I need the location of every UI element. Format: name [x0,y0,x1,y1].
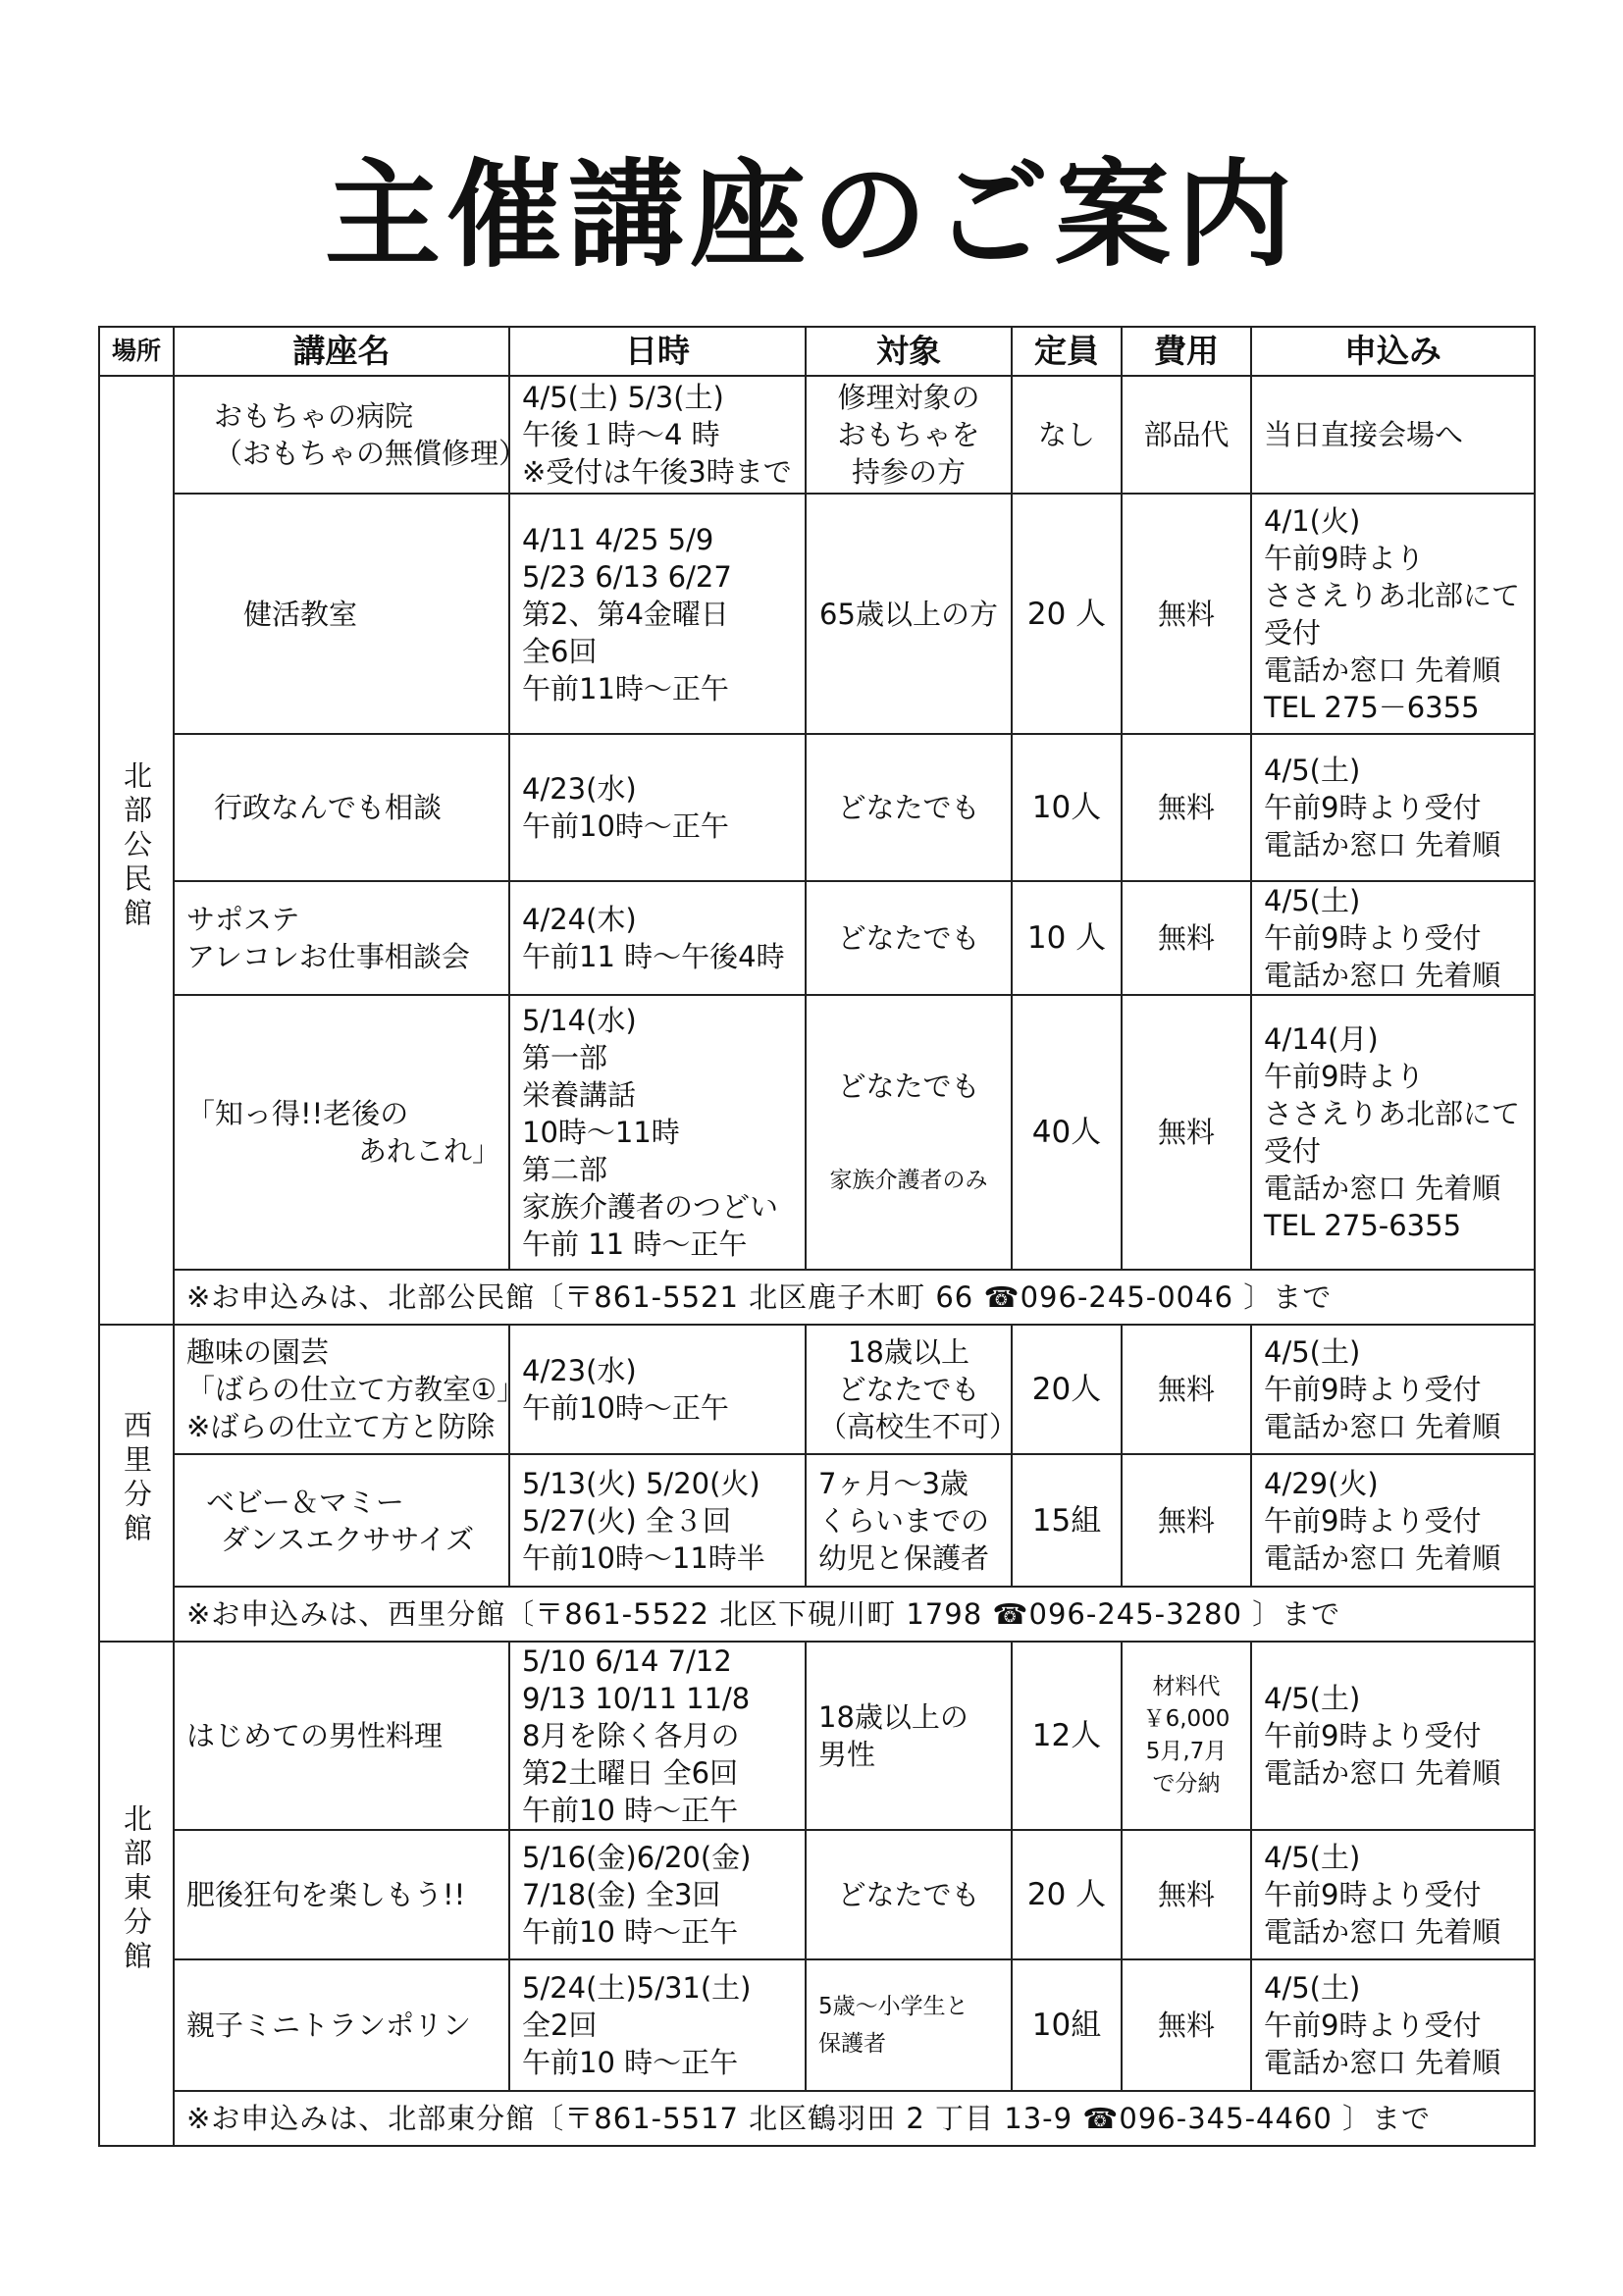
text-line: 電話か窓口 先着順 [1264,1915,1501,1949]
course-capacity: 10 人 [1012,881,1122,995]
note-nishizato: ※お申込みは、西里分館〔〒861-5522 北区下硯川町 1798 ☎096-245-3280 〕まで [174,1587,1535,1642]
course-fee: 無料 [1122,1325,1251,1454]
text-line: 電話か窓口 先着順 [1264,1756,1501,1790]
text-line: （おもちゃの無償修理） [214,437,528,470]
course-name [174,734,509,881]
course-name-line: あれこれ」 [358,1134,501,1168]
course-name [174,881,509,995]
course-capacity: なし [1012,376,1122,494]
text-line: 行政なんでも相談 [214,791,443,824]
text-line: 5/24(土)5/31(土) [522,1971,752,2005]
course-capacity: 10組 [1012,1959,1122,2091]
text-line: 18歳以上 [848,1335,969,1369]
venue-hokubu: 北部公民館 [99,376,174,1325]
course-name-line: 「知っ得!!老後の [186,1097,409,1130]
text-line: 第2、第4金曜日 [522,597,729,631]
header-capacity: 定員 [1012,327,1122,376]
text-line: どなたでも [837,1878,980,1911]
text-line: ささえりあ北部にて [1264,578,1521,612]
text-line: おもちゃの病院 [214,399,414,433]
text-line: 5/13(火) 5/20(火) [522,1466,760,1500]
text-line: 健活教室 [243,597,358,631]
text-line: ※受付は午後3時まで [522,455,792,489]
course-datetime [509,995,806,1270]
course-apply [1251,1454,1535,1587]
course-target [806,881,1012,995]
course-apply [1251,376,1535,494]
table-row [99,494,1535,734]
text-line: 午前9時より [1264,1060,1425,1093]
course-datetime [509,734,806,881]
text-line: 午前10 時～正午 [522,1794,739,1827]
table-row [99,995,1535,1270]
text-line: 午前9時より受付 [1264,791,1482,824]
header-target: 対象 [806,327,1012,376]
text-line: 4/5(土) [1264,1971,1361,2005]
course-target [806,995,1012,1270]
text-line: 電話か窓口 先着順 [1264,1172,1501,1205]
text-line: どなたでも [837,921,980,955]
target-line: どなたでも [837,1070,980,1103]
text-line: 電話か窓口 先着順 [1264,959,1501,992]
text-line: （高校生不可） [818,1410,1019,1443]
table-row [99,734,1535,881]
course-name [174,494,509,734]
text-line: 4/14(月) [1264,1022,1379,1056]
text-line: 第一部 [522,1041,608,1074]
text-line: 4/5(土) [1264,1682,1361,1715]
text-line: 受付 [1264,615,1322,650]
text-line: 午前10 時～正午 [522,1915,739,1949]
course-apply [1251,1642,1535,1830]
text-line: 午後１時～4 時 [522,418,720,451]
course-fee: 無料 [1122,995,1251,1270]
course-capacity: 20 人 [1012,1830,1122,1959]
course-name [174,1830,509,1959]
text-line: 午前9時より受付 [1264,1719,1482,1752]
text-line: 電話か窓口 先着順 [1264,828,1501,861]
text-line: 第2土曜日 全6回 [522,1756,739,1790]
course-capacity: 10人 [1012,734,1122,881]
text-line: サポステ [186,903,300,936]
text-line: 電話か窓口 先着順 [1264,1540,1501,1575]
course-name-line: ベビー＆マミー [206,1485,404,1519]
text-line: 午前 11 時～正午 [522,1227,748,1261]
text-line: 親子ミニトランポリン [186,2009,472,2042]
course-datetime [509,1325,806,1454]
text-line: 4/1(火) [1264,503,1361,538]
venue-nishizato: 西里分館 [99,1325,174,1642]
header-place: 場所 [99,327,174,376]
text-line: 午前10時～11時半 [522,1540,765,1575]
text-line: 10時～11時 [522,1116,680,1149]
text-line: 5月,7月 [1145,1739,1228,1764]
course-apply [1251,881,1535,995]
course-apply [1251,1325,1535,1454]
course-fee [1122,1642,1251,1830]
table-row [99,1454,1535,1587]
text-line: 午前11 時～午後4時 [522,940,785,973]
course-target [806,1642,1012,1830]
course-capacity: 12人 [1012,1642,1122,1830]
text-line: 4/5(土) 5/3(土) [522,381,724,414]
text-line: 午前9時より受付 [1264,1503,1482,1538]
course-datetime [509,1642,806,1830]
course-apply [1251,734,1535,881]
header-fee: 費用 [1122,327,1251,376]
text-line: 午前11時～正午 [522,671,729,705]
text-line: 午前10時～正午 [522,809,729,843]
course-datetime [509,1959,806,2091]
table-header-row [99,327,1535,376]
header-apply: 申込み [1251,327,1535,376]
course-fee: 部品代 [1122,376,1251,494]
course-datetime [509,1454,806,1587]
course-apply [1251,995,1535,1270]
text-line: 持参の方 [851,455,966,489]
text-line: 午前9時より受付 [1264,921,1482,955]
text-line: 修理対象の [837,381,980,414]
note-hokubu: ※お申込みは、北部公民館〔〒861-5521 北区鹿子木町 66 ☎096-245-0046 〕まで [174,1270,1535,1325]
text-line: 4/23(水) [522,772,637,806]
table-row [99,1959,1535,2091]
course-table [98,326,1536,2147]
text-line: 当日直接会場へ [1264,418,1464,451]
text-line: 肥後狂句を楽しもう!! [186,1878,466,1911]
text-line: 午前9時より受付 [1264,1878,1482,1911]
text-line: 4/11 4/25 5/9 [522,522,714,556]
text-line: 電話か窓口 先着順 [1264,652,1501,687]
text-line: 5/27(火) 全３回 [522,1503,731,1538]
text-line: 4/5(土) [1264,754,1361,787]
text-line: 電話か窓口 先着順 [1264,1410,1501,1443]
course-datetime [509,376,806,494]
course-target [806,376,1012,494]
note-row [99,1270,1535,1325]
text-line: 趣味の園芸 [186,1335,330,1369]
course-fee: 無料 [1122,1830,1251,1959]
course-capacity: 40人 [1012,995,1122,1270]
text-line: 午前9時より [1264,541,1425,575]
course-fee: 無料 [1122,1959,1251,2091]
text-line: 5/16(金)6/20(金) [522,1841,752,1874]
note-row [99,2091,1535,2146]
text-line: で分納 [1152,1771,1221,1797]
text-line: ささえりあ北部にて [1264,1097,1521,1130]
note-row [99,1587,1535,1642]
header-datetime: 日時 [509,327,806,376]
course-name [174,1325,525,1454]
course-capacity: 15組 [1012,1454,1122,1587]
text-line: 9/13 10/11 11/8 [522,1682,751,1715]
course-target [806,1325,1019,1454]
text-line: おもちゃを [837,418,980,451]
course-capacity: 20人 [1012,1325,1122,1454]
text-line: 全6回 [522,634,598,668]
text-line: 65歳以上の方 [819,597,998,631]
text-line: 5/14(水) [522,1004,637,1037]
text-line: どなたでも [837,791,980,824]
course-name [174,376,528,494]
text-line: くらいまでの [818,1503,990,1538]
table-row [99,1325,1535,1454]
course-apply [1251,494,1535,734]
header-course: 講座名 [174,327,509,376]
course-name [174,1642,509,1830]
text-line: TEL 275－6355 [1264,690,1480,724]
text-line: 5/23 6/13 6/27 [522,559,732,594]
course-target [806,1959,1012,2091]
course-fee: 無料 [1122,494,1251,734]
text-line: 8月を除く各月の [522,1719,740,1752]
text-line: 4/5(土) [1264,1841,1361,1874]
table-row [99,376,1535,494]
course-datetime [509,494,806,734]
course-datetime [509,881,806,995]
course-fee: 無料 [1122,734,1251,881]
text-line: 5歳～小学生と [818,1994,969,2019]
text-line: 午前10 時～正午 [522,2046,739,2079]
text-line: 午前9時より受付 [1264,2009,1482,2042]
text-line: 電話か窓口 先着順 [1264,2046,1501,2079]
text-line: はじめての男性料理 [186,1719,444,1752]
text-line: 男性 [818,1738,876,1771]
course-target [806,1454,1012,1587]
text-line: 4/24(木) [522,903,637,936]
text-line: TEL 275-6355 [1264,1209,1462,1242]
course-target [806,494,1012,734]
text-line: 幼児と保護者 [818,1540,990,1575]
text-line: どなたでも [837,1373,980,1406]
text-line: 全2回 [522,2009,598,2042]
text-line: 5/10 6/14 7/12 [522,1644,732,1678]
text-line: 受付 [1264,1134,1322,1168]
text-line: 7ヶ月～3歳 [818,1466,969,1500]
course-name [174,1454,509,1587]
page-title: 主催講座のご案内 [324,147,1298,283]
target-line: 家族介護者のみ [829,1168,988,1193]
text-line: 4/29(火) [1264,1466,1379,1500]
table-row [99,881,1535,995]
text-line: 材料代 [1152,1674,1221,1699]
table-row [99,1830,1535,1959]
table-row [99,1642,1535,1830]
text-line: 4/23(水) [522,1354,637,1387]
course-fee: 無料 [1122,1454,1251,1587]
course-capacity: 20 人 [1012,494,1122,734]
course-name [174,1959,509,2091]
text-line: ￥6,000 [1142,1706,1230,1732]
text-line: 第二部 [522,1153,608,1186]
text-line: 4/5(土) [1264,1335,1361,1369]
text-line: 保護者 [818,2031,886,2057]
course-datetime [509,1830,806,1959]
text-line: 18歳以上の [818,1700,969,1734]
text-line: ※ばらの仕立て方と防除 [186,1410,496,1443]
text-line: 4/5(土) [1264,884,1361,917]
course-fee: 無料 [1122,881,1251,995]
course-apply [1251,1830,1535,1959]
course-name-line: ダンスエクササイズ [221,1522,475,1556]
course-name [174,995,509,1270]
note-hokubu-higashi: ※お申込みは、北部東分館〔〒861-5517 北区鶴羽田 2 丁目 13-9 ☎096-345-4460 〕まで [174,2091,1535,2146]
text-line: 午前9時より受付 [1264,1373,1482,1406]
text-line: 家族介護者のつどい [522,1190,779,1224]
course-apply [1251,1959,1535,2091]
course-target [806,734,1012,881]
venue-hokubu-higashi: 北部東分館 [99,1642,174,2146]
text-line: 栄養講話 [522,1078,637,1112]
text-line: アレコレお仕事相談会 [186,940,470,973]
text-line: 7/18(金) 全3回 [522,1878,721,1911]
text-line: 「ばらの仕立て方教室①」 [186,1373,525,1406]
text-line: 午前10時～正午 [522,1391,729,1425]
course-target [806,1830,1012,1959]
